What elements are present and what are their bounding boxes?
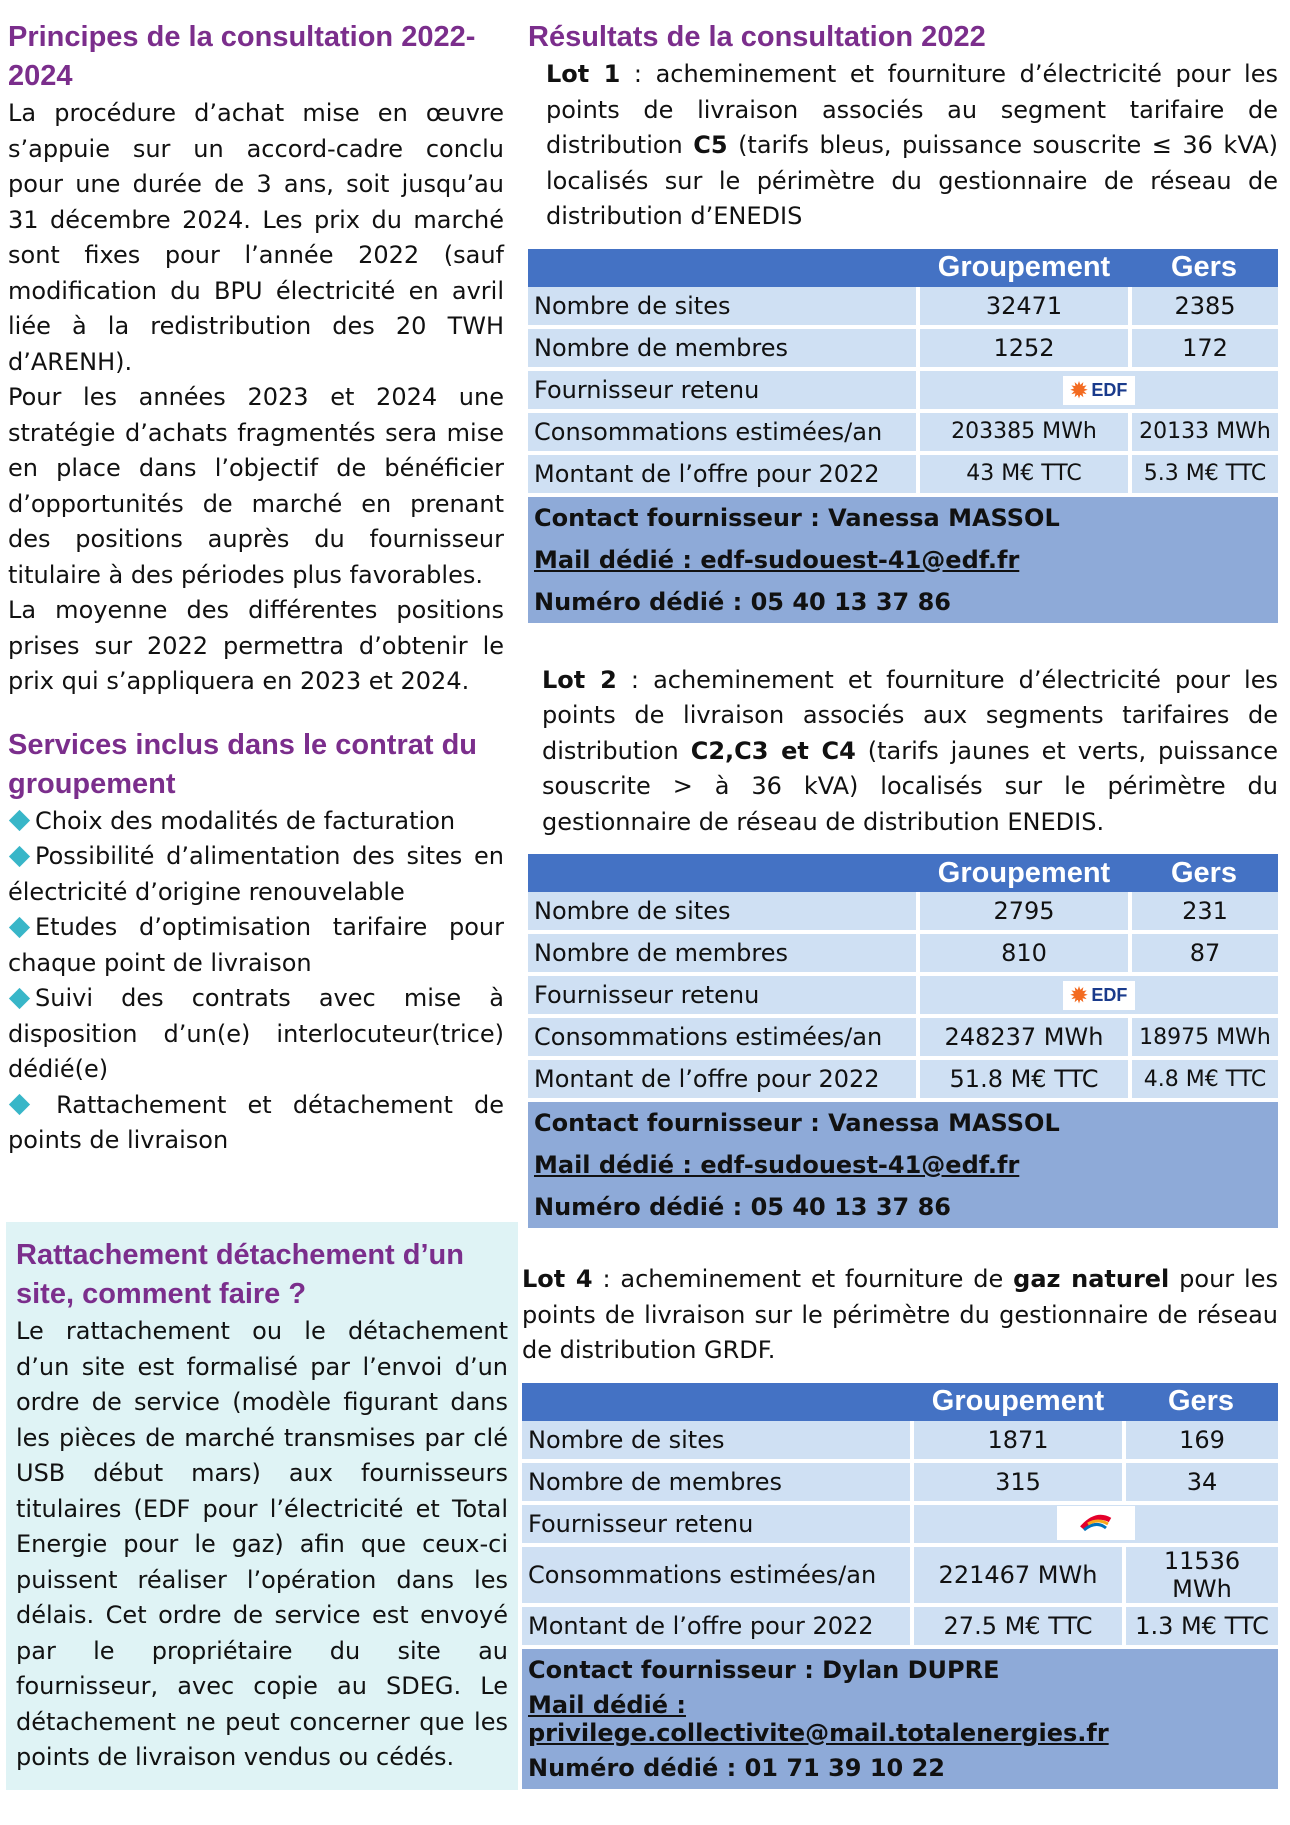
table-row: Nombre de sites 2795 231: [528, 892, 1278, 932]
diamond-bullet-icon: [9, 845, 30, 866]
lot1-contact: Contact fournisseur : Vanessa MASSOL: [528, 495, 1278, 539]
rattachement-box: [6, 1222, 518, 1790]
box-text: Le rattachement ou le détachement d’un site est formalisé par l’envoi d’un ordre de service (modèle figurant dans les pièces de marché transmises par clé USB début mars) aux fournisseurs titulaires (EDF pour l’électricité et Total Energie pour le gaz) afin que ceux-ci puissent réaliser l’opération dans les délais. Cet ordre de service est envoyé par le propriétaire du site au fournisseur, avec copie au SDEG. Le détachement ne peut concerner que les points de livraison vendus ou cédés.: [16, 1317, 508, 1771]
col-header-groupement: Groupement: [918, 249, 1130, 287]
lot2-mail-link[interactable]: Mail dédié : edf-sudouest-41@edf.fr: [534, 1151, 1020, 1179]
lot4-mail-link[interactable]: Mail dédié : privilege.collectivite@mail.totalenergies.fr: [528, 1690, 1109, 1747]
service-item: Possibilité d’alimentation des sites en électricité d’origine renouvelable: [8, 842, 504, 906]
table-row: Nombre de sites 1871 169: [522, 1421, 1278, 1461]
diamond-bullet-icon: [9, 987, 30, 1008]
table-row: Nombre de membres 810 87: [528, 932, 1278, 974]
lot1-mail-link[interactable]: Mail dédié : edf-sudouest-41@edf.fr: [534, 545, 1020, 574]
lot4-intro: Lot 4 : acheminement et fourniture de gaz naturel pour les points de livraison sur le périmètre du gestionnaire de réseau de distribution GRDF.: [522, 1265, 1278, 1364]
lot2-table: Groupement Gers Nombre de sites 2795 231 Nombre de membres 810 87 Fournisseur retenu ✹ EDF Consommations estimées/an 248237 MWh 18975 MWh Montant de l’offre pour 2022 51.8 M€ TTC 4.8 M€ TTC Contact fournisseur : Vanessa MASSOL Mail dédié : edf-sudouest-41@edf.fr Numéro dédié : 05 40 13 37 86: [528, 854, 1278, 1228]
left-column: [8, 18, 504, 1159]
service-item: Rattachement et détachement de points de livraison: [8, 1090, 504, 1154]
table-row: Consommations estimées/an 221467 MWh 11536 MWh: [522, 1545, 1278, 1605]
services-title: Services inclus dans le contrat du groupement: [8, 728, 477, 800]
service-item: Etudes d’optimisation tarifaire pour chaque point de livraison: [8, 913, 504, 977]
service-item: Choix des modalités de facturation: [8, 804, 504, 840]
lot1-intro: Lot 1 : acheminement et fourniture d’électricité pour les points de livraison associés au segment tarifaire de distribution C5 (tarifs bleus, puissance souscrite ≤ 36 kVA) localisés sur le périmètre du gestionnaire de réseau de distribution d’ENEDIS: [546, 60, 1278, 230]
col-header-gers: Gers: [1130, 249, 1278, 287]
box-title: Rattachement détachement d’un site, comment faire ?: [16, 1239, 464, 1310]
table-row: Consommations estimées/an 248237 MWh 18975 MWh: [528, 1016, 1278, 1058]
lot4-phone: Numéro dédié : 01 71 39 10 22: [522, 1747, 1278, 1789]
principes-paragraph-2: Pour les années 2023 et 2024 une stratégie d’achats fragmentés sera mise en place dans l’objectif de bénéficier d’opportunités de marché en prenant des positions auprès du fournisseur titulaire à des périodes plus favorables.: [8, 383, 504, 589]
table-row: Fournisseur retenu ✹ EDF: [528, 974, 1278, 1016]
lot2-phone: Numéro dédié : 05 40 13 37 86: [528, 1186, 1278, 1228]
table-row: Nombre de membres 315 34: [522, 1461, 1278, 1503]
table-row: Nombre de membres 1252 172: [528, 327, 1278, 369]
table-row: Montant de l’offre pour 2022 51.8 M€ TTC 4.8 M€ TTC: [528, 1058, 1278, 1100]
right-column: [522, 18, 1279, 1789]
diamond-bullet-icon: [9, 810, 30, 831]
principes-paragraph-3: La moyenne des différentes positions prises sur 2022 permettra d’obtenir le prix qui s’appliquera en 2023 et 2024.: [8, 596, 504, 695]
diamond-bullet-icon: [9, 916, 30, 937]
totalenergies-logo-icon: [1057, 1506, 1135, 1540]
table-row: Montant de l’offre pour 2022 43 M€ TTC 5.3 M€ TTC: [528, 453, 1278, 495]
table-row: Fournisseur retenu: [522, 1503, 1278, 1545]
service-item: Suivi des contrats avec mise à disposition d’un(e) interlocuteur(trice) dédié(e): [8, 984, 504, 1083]
lot1-table: [528, 249, 1278, 623]
edf-logo-icon: ✹ EDF: [1063, 376, 1136, 405]
services-list: [8, 804, 504, 1159]
lot2-contact: Contact fournisseur : Vanessa MASSOL: [528, 1100, 1278, 1144]
edf-logo-icon: ✹ EDF: [1063, 981, 1136, 1010]
table-row: Montant de l’offre pour 2022 27.5 M€ TTC 1.3 M€ TTC: [522, 1605, 1278, 1647]
diamond-bullet-icon: [9, 1094, 30, 1115]
principes-title: Principes de la consultation 2022-2024: [8, 21, 476, 92]
lot4-contact: Contact fournisseur : Dylan DUPRE: [522, 1647, 1278, 1691]
lot2-intro: Lot 2 : acheminement et fourniture d’électricité pour les points de livraison associés aux segments tarifaires de distribution C2,C3 et C4 (tarifs jaunes et verts, puissance souscrite > à 36 kVA) localisés sur le périmètre du gestionnaire de réseau de distribution ENEDIS.: [542, 665, 1279, 836]
table-row: Nombre de sites 32471 2385: [528, 287, 1278, 327]
table-row: Fournisseur retenu ✹ EDF: [528, 369, 1278, 411]
table-row: Consommations estimées/an 203385 MWh 20133 MWh: [528, 411, 1278, 453]
lot4-table: Groupement Gers Nombre de sites 1871 169 Nombre de membres 315 34 Fournisseur retenu Consommations estimées/an 221467 MWh 11536 MWh Montant de l’offre pour 2022 27.5 M€ TTC 1.3 M€ TTC Contact fournisseur : Dylan DUPRE Mail dédié : privilege.collectivite@mail.totalenergies.fr Numéro dédié : 01 71 39 10 22: [522, 1383, 1278, 1789]
lot1-phone: Numéro dédié : 05 40 13 37 86: [528, 581, 1278, 623]
results-title: Résultats de la consultation 2022: [528, 21, 986, 53]
principes-paragraph-1: La procédure d’achat mise en œuvre s’appuie sur un accord-cadre conclu pour une durée de 3 ans, soit jusqu’au 31 décembre 2024. Les prix du marché sont fixes pour l’année 2022 (sauf modification du BPU électricité en avril liée à la redistribution des 20 TWH d’ARENH).: [8, 99, 504, 376]
